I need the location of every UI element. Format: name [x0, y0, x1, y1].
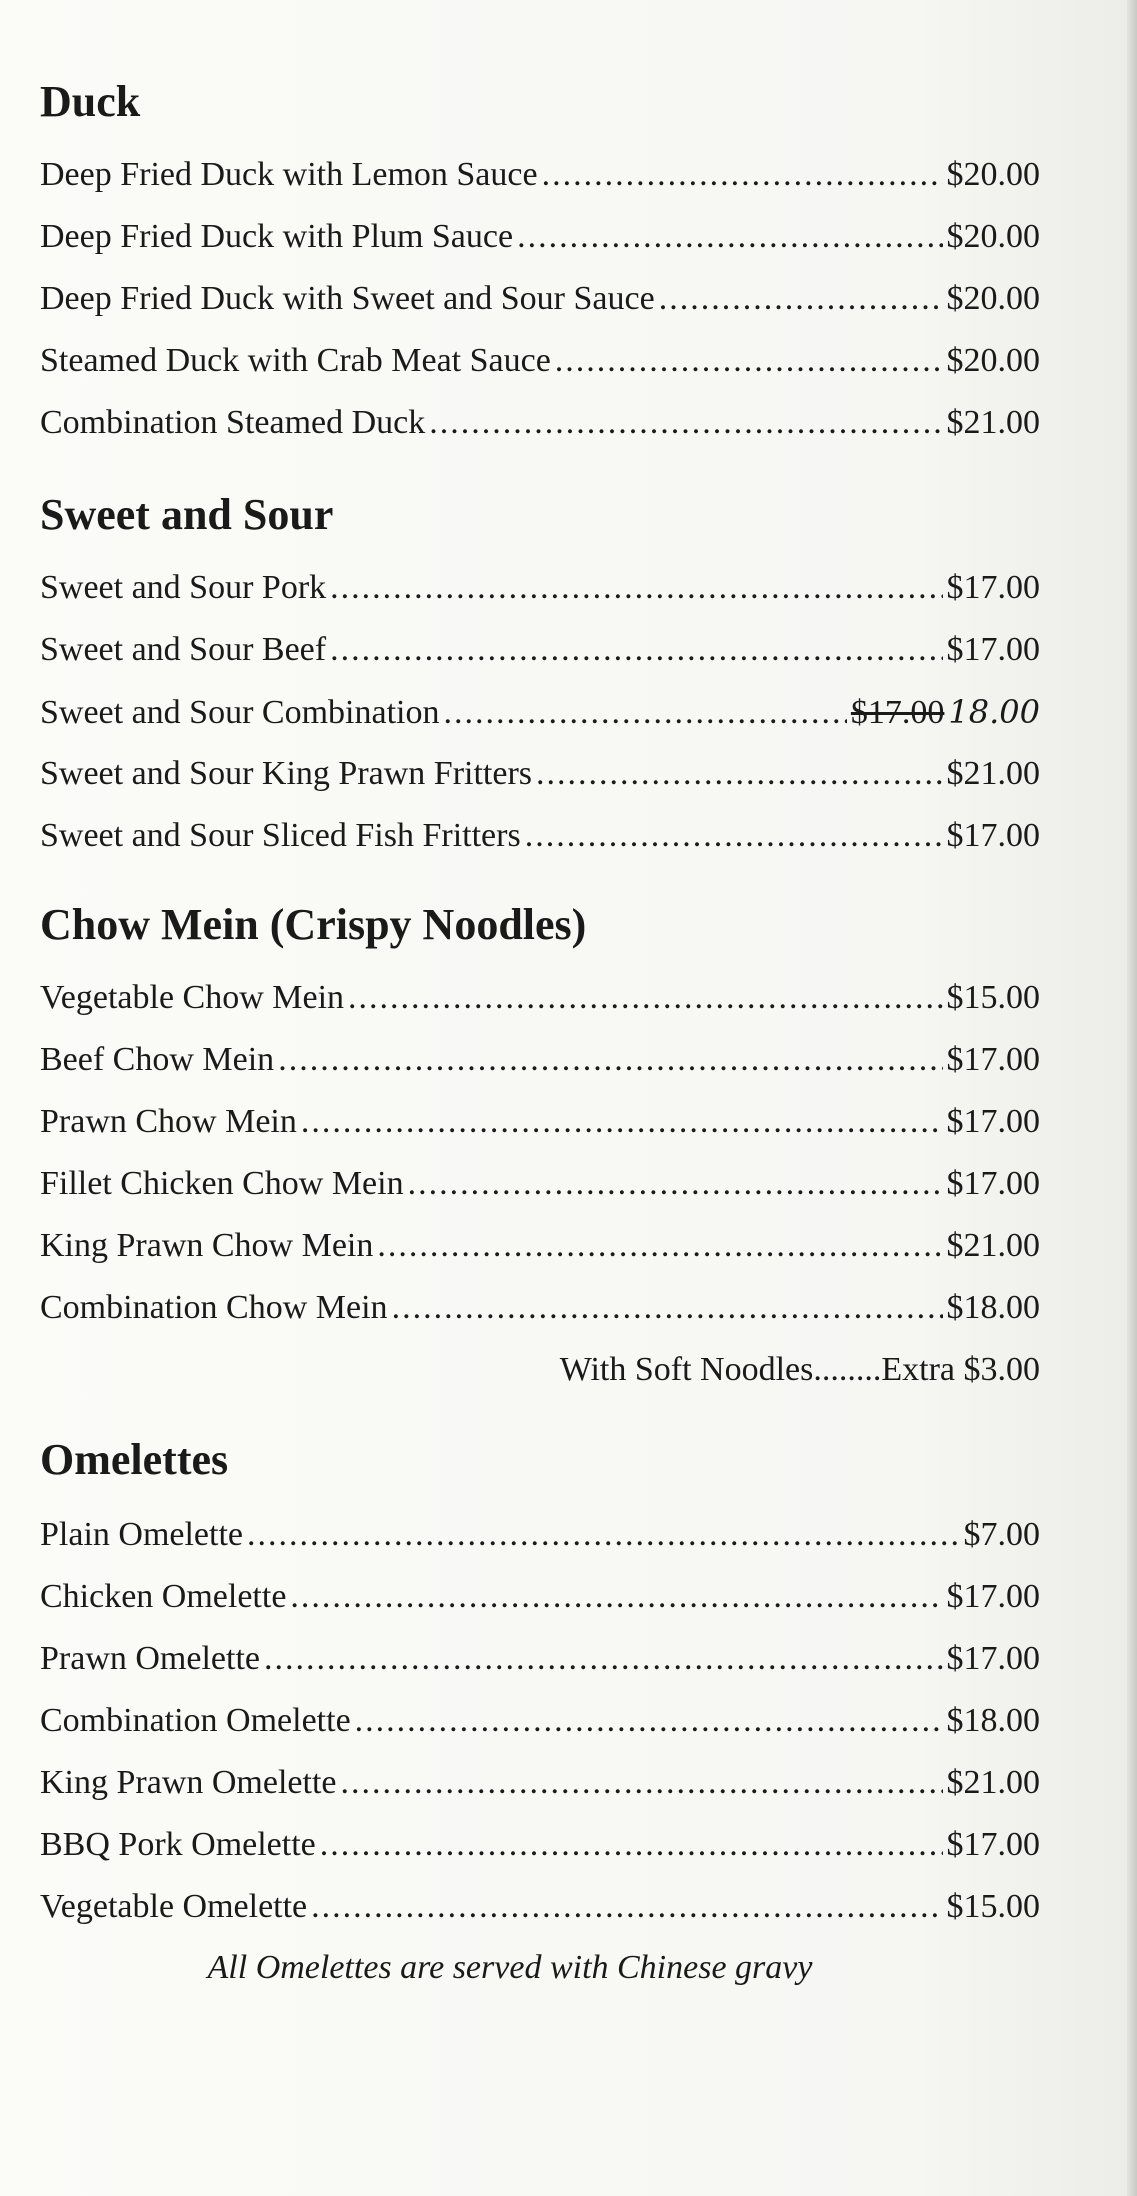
leader-dots [264, 1628, 943, 1690]
item-name: Sweet and Sour Beef [40, 631, 327, 668]
item-name: Combination Chow Mein [40, 1289, 388, 1326]
menu-item [40, 681, 1040, 743]
item-name: Sweet and Sour Combination [40, 694, 440, 731]
leader-dots [377, 1215, 942, 1277]
menu-item [40, 1690, 1040, 1752]
leader-dots [355, 1690, 943, 1752]
item-price: $21.00 [946, 755, 1040, 792]
paper-edge [1127, 0, 1137, 2196]
leader-dots [429, 392, 942, 454]
menu-item [40, 805, 1040, 867]
menu-item [40, 967, 1040, 1029]
item-price: $18.00 [946, 1702, 1040, 1739]
section-chow-mein [40, 895, 1040, 1401]
item-price: $20.00 [946, 218, 1040, 255]
leader-dots [247, 1504, 959, 1566]
menu-item [40, 1566, 1040, 1628]
leader-dots [301, 1091, 943, 1153]
omelette-gravy-note: All Omelettes are served with Chinese gravy [207, 1949, 813, 1986]
item-price: $17.00 [946, 631, 1040, 668]
item-price: $21.00 [946, 1764, 1040, 1801]
item-name: Beef Chow Mein [40, 1041, 275, 1078]
item-name: Chicken Omelette [40, 1578, 287, 1615]
leader-dots [330, 557, 942, 619]
leader-dots [555, 330, 943, 392]
leader-dots [348, 967, 942, 1029]
menu-item [40, 1876, 1040, 1938]
item-name: Deep Fried Duck with Lemon Sauce [40, 156, 538, 193]
item-name: Vegetable Omelette [40, 1888, 308, 1925]
item-name: King Prawn Omelette [40, 1764, 337, 1801]
item-price: $17.00 [946, 1041, 1040, 1078]
item-name: Deep Fried Duck with Plum Sauce [40, 218, 514, 255]
item-name: Sweet and Sour Pork [40, 569, 327, 606]
menu-item [40, 330, 1040, 392]
menu-item [40, 1277, 1040, 1339]
leader-dots [536, 743, 942, 805]
menu-item [40, 392, 1040, 454]
item-name: Sweet and Sour King Prawn Fritters [40, 755, 533, 792]
section-heading: Sweet and Sour [40, 490, 334, 539]
item-price: $21.00 [946, 1227, 1040, 1264]
item-price: $17.00 [946, 1578, 1040, 1615]
menu-item [40, 268, 1040, 330]
item-price: $17.00 [946, 569, 1040, 606]
item-name: Combination Omelette [40, 1702, 351, 1739]
menu-item [40, 1752, 1040, 1814]
section-heading: Duck [40, 77, 141, 126]
menu-item [40, 1628, 1040, 1690]
item-price: $20.00 [946, 342, 1040, 379]
item-price: $17.00 [946, 1103, 1040, 1140]
menu-item [40, 619, 1040, 681]
menu-item [40, 206, 1040, 268]
menu-item [40, 1029, 1040, 1091]
item-name: Deep Fried Duck with Sweet and Sour Sauce [40, 280, 655, 317]
item-name: Steamed Duck with Crab Meat Sauce [40, 342, 551, 379]
section-omelettes [40, 1430, 1040, 1998]
leader-dots [392, 1277, 943, 1339]
section-heading: Chow Mein (Crispy Noodles) [40, 900, 587, 949]
leader-dots [290, 1566, 942, 1628]
menu-item [40, 1504, 1040, 1566]
item-price: $20.00 [946, 280, 1040, 317]
section-sweet-and-sour [40, 485, 1040, 867]
item-name: Prawn Chow Mein [40, 1103, 297, 1140]
menu-item [40, 743, 1040, 805]
handwritten-price: 18.00 [948, 693, 1040, 731]
menu-item [40, 557, 1040, 619]
leader-dots [278, 1029, 942, 1091]
section-heading: Omelettes [40, 1435, 229, 1484]
item-name: BBQ Pork Omelette [40, 1826, 316, 1863]
menu-item [40, 1153, 1040, 1215]
item-price: $17.00 [946, 1165, 1040, 1202]
item-price: $18.00 [946, 1289, 1040, 1326]
leader-dots [341, 1752, 943, 1814]
item-name: King Prawn Chow Mein [40, 1227, 374, 1264]
leader-dots [517, 206, 942, 268]
item-name: Plain Omelette [40, 1516, 244, 1553]
leader-dots [408, 1153, 943, 1215]
item-name: Combination Steamed Duck [40, 404, 426, 441]
item-price: $17.00 [946, 1826, 1040, 1863]
menu-item [40, 1091, 1040, 1153]
leader-dots [311, 1876, 942, 1938]
item-name: Vegetable Chow Mein [40, 979, 345, 1016]
item-price: $17.00 [946, 817, 1040, 854]
item-price: $17.00 [946, 1640, 1040, 1677]
leader-dots [542, 144, 943, 206]
menu-item [40, 1814, 1040, 1876]
item-price: $21.00 [946, 404, 1040, 441]
item-price: $15.00 [946, 979, 1040, 1016]
section-duck [40, 72, 1040, 454]
menu-item [40, 144, 1040, 206]
leader-dots [320, 1814, 943, 1876]
leader-dots [330, 619, 942, 681]
item-price-struck: $17.00 [850, 694, 945, 731]
item-price: $15.00 [946, 1888, 1040, 1925]
item-price: $20.00 [946, 156, 1040, 193]
item-price: $7.00 [963, 1516, 1040, 1553]
leader-dots [525, 805, 943, 867]
soft-noodles-note: With Soft Noodles........Extra $3.00 [559, 1351, 1040, 1388]
menu-item [40, 1215, 1040, 1277]
leader-dots [443, 682, 846, 744]
item-name: Sweet and Sour Sliced Fish Fritters [40, 817, 521, 854]
leader-dots [659, 268, 943, 330]
item-name: Fillet Chicken Chow Mein [40, 1165, 404, 1202]
item-name: Prawn Omelette [40, 1640, 260, 1677]
